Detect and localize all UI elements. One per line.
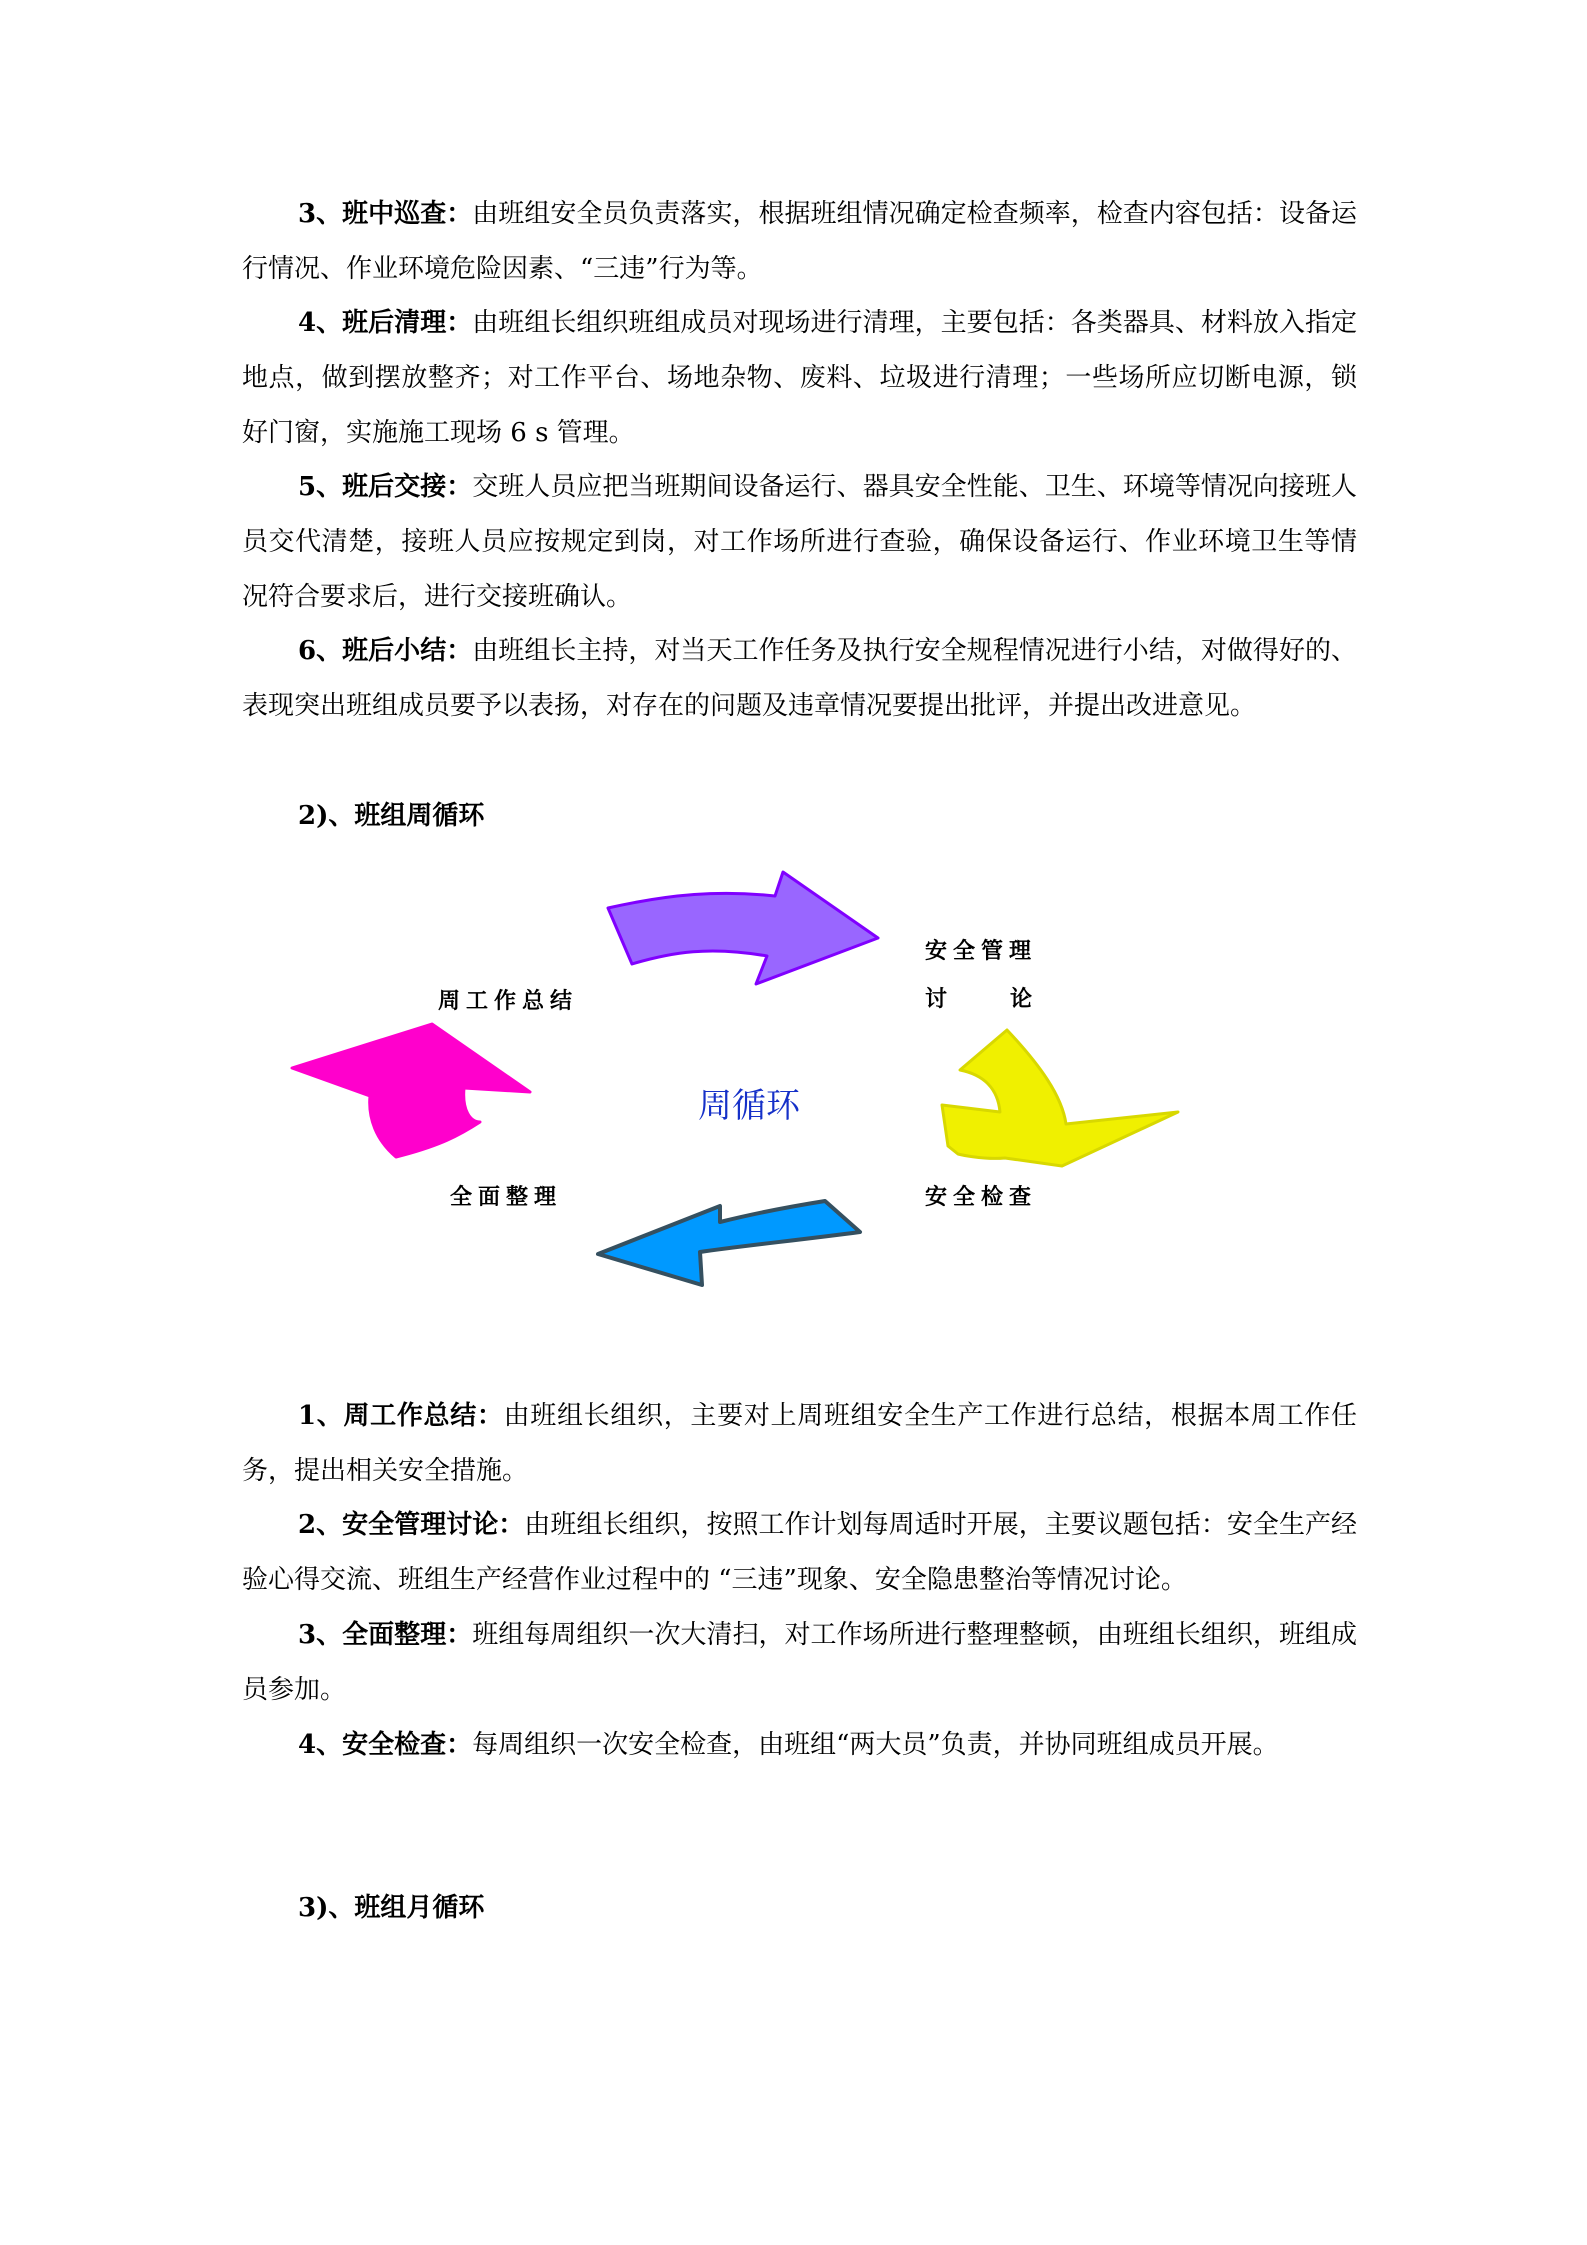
diagram-center-title: 周循环 <box>698 1086 800 1126</box>
paragraph-lead: 2、安全管理讨论： <box>298 1510 525 1540</box>
label-discussion-1: 讨 <box>925 986 954 1012</box>
paragraph-text: 由班组长主持，对当天工作任务及执行安全规程情况进行小结，对做得好的、表现突出班组成员要予以表扬，对存在的问题及违章情况要提出批评，并提出改进意见。 <box>242 636 1357 721</box>
blue-arrow-icon <box>598 1201 860 1285</box>
paragraph-patrol <box>242 187 1357 297</box>
magenta-arrow-icon <box>292 1024 530 1157</box>
paragraph-text: 由班组长组织，主要对上周班组安全生产工作进行总结，根据本周工作任务，提出相关安全措施。 <box>242 1401 1357 1486</box>
paragraph-cleanup <box>242 296 1357 461</box>
purple-arrow-icon <box>608 872 878 984</box>
paragraph-safety-inspection <box>242 1718 1357 1773</box>
paragraph-text: 交班人员应把当班期间设备运行、器具安全性能、卫生、环境等情况向接班人员交代清楚，接班人员应按规定到岗，对工作场所进行查验，确保设备运行、作业环境卫生等情况符合要求后，进行交接班确认。 <box>242 472 1357 612</box>
paragraph-lead: 3、全面整理： <box>298 1620 473 1650</box>
yellow-arrow-icon <box>942 1030 1178 1166</box>
paragraph-lead: 4、班后清理： <box>298 308 473 338</box>
label-weekly-summary: 周工作总结 <box>438 988 579 1014</box>
paragraph-summary <box>242 624 1357 734</box>
label-discussion-2: 论 <box>1010 986 1039 1012</box>
paragraph-lead: 1、周工作总结： <box>298 1401 504 1431</box>
weekly-cycle-diagram <box>280 860 1220 1330</box>
section-heading-weekly: 2)、班组周循环 <box>298 801 485 831</box>
paragraph-lead: 3、班中巡查： <box>298 199 473 229</box>
section-heading-monthly: 3)、班组月循环 <box>298 1893 485 1923</box>
paragraph-lead: 6、班后小结： <box>298 636 473 666</box>
paragraph-text: 班组每周组织一次大清扫，对工作场所进行整理整顿，由班组长组织，班组成员参加。 <box>242 1620 1357 1705</box>
paragraph-lead: 5、班后交接： <box>298 472 473 502</box>
paragraph-management-discussion <box>242 1498 1357 1608</box>
label-safety-management: 安全管理 <box>925 938 1038 964</box>
paragraph-text: 由班组长组织班组成员对现场进行清理，主要包括：各类器具、材料放入指定地点，做到摆放整齐；对工作平台、场地杂物、废料、垃圾进行清理；一些场所应切断电源，锁好门窗，实施施工现场 6 s 管理。 <box>242 308 1357 448</box>
label-safety-inspection: 安全检查 <box>925 1184 1038 1210</box>
paragraph-text: 每周组织一次安全检查，由班组“两大员”负责，并协同班组成员开展。 <box>472 1730 1279 1760</box>
label-overall-tidy: 全面整理 <box>450 1184 563 1210</box>
paragraph-weekly-summary <box>242 1389 1357 1499</box>
paragraph-text: 由班组长组织，按照工作计划每周适时开展，主要议题包括：安全生产经验心得交流、班组生产经营作业过程中的 “三违”现象、安全隐患整治等情况讨论。 <box>242 1510 1357 1595</box>
paragraph-lead: 4、安全检查： <box>298 1730 473 1760</box>
paragraph-text: 由班组安全员负责落实，根据班组情况确定检查频率，检查内容包括：设备运行情况、作业环境危险因素、“三违”行为等。 <box>242 199 1357 284</box>
paragraph-overall-tidy <box>242 1608 1357 1718</box>
paragraph-handover <box>242 460 1357 625</box>
